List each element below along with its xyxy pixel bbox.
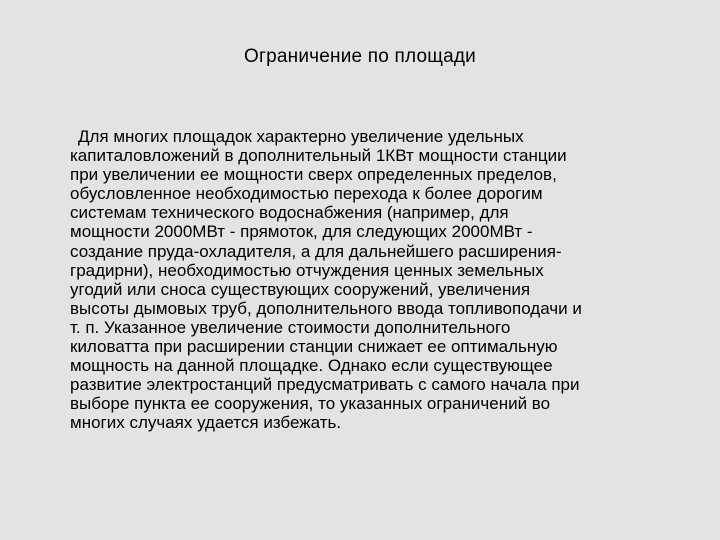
body-text-line: капиталовложений в дополнительный 1КВт мощности станции <box>70 146 567 166</box>
body-text-line: т. п. Указанное увеличение стоимости дополнительного <box>70 317 511 337</box>
body-text-line: высоты дымовых труб, дополнительного ввода топливоподачи и <box>70 298 582 318</box>
body-text-line: угодий или сноса существующих сооружений, увеличения <box>70 279 531 299</box>
body-text-line: развитие электростанций предусматривать с самого начала при <box>70 375 580 395</box>
body-text-line: системам технического водоснабжения (например, для <box>70 203 509 223</box>
slide-body-text <box>70 127 690 433</box>
body-text-line: обусловленное необходимостью перехода к более дорогим <box>70 184 543 204</box>
body-text-line: Для многих площадок характерно увеличение удельных <box>78 127 524 146</box>
body-text-line: киловатта при расширении станции снижает ее оптимальную <box>70 337 558 357</box>
body-text-line: многих случаях удается избежать. <box>70 413 342 433</box>
body-text-line: мощность на данной площадке. Однако если существующее <box>70 356 553 376</box>
body-text-line: мощности 2000МВт - прямоток, для следующих 2000МВт - <box>70 222 533 242</box>
body-text-line: выборе пункта ее сооружения, то указанных ограничений во <box>70 394 551 414</box>
body-text-line: создание пруда-охладителя, а для дальнейшего расширения- <box>70 241 562 261</box>
slide-title: Ограничение по площади <box>244 46 476 67</box>
body-text-line: градирни), необходимостью отчуждения ценных земельных <box>70 260 544 280</box>
body-text-line: при увеличении ее мощности сверх определенных пределов, <box>70 165 557 185</box>
